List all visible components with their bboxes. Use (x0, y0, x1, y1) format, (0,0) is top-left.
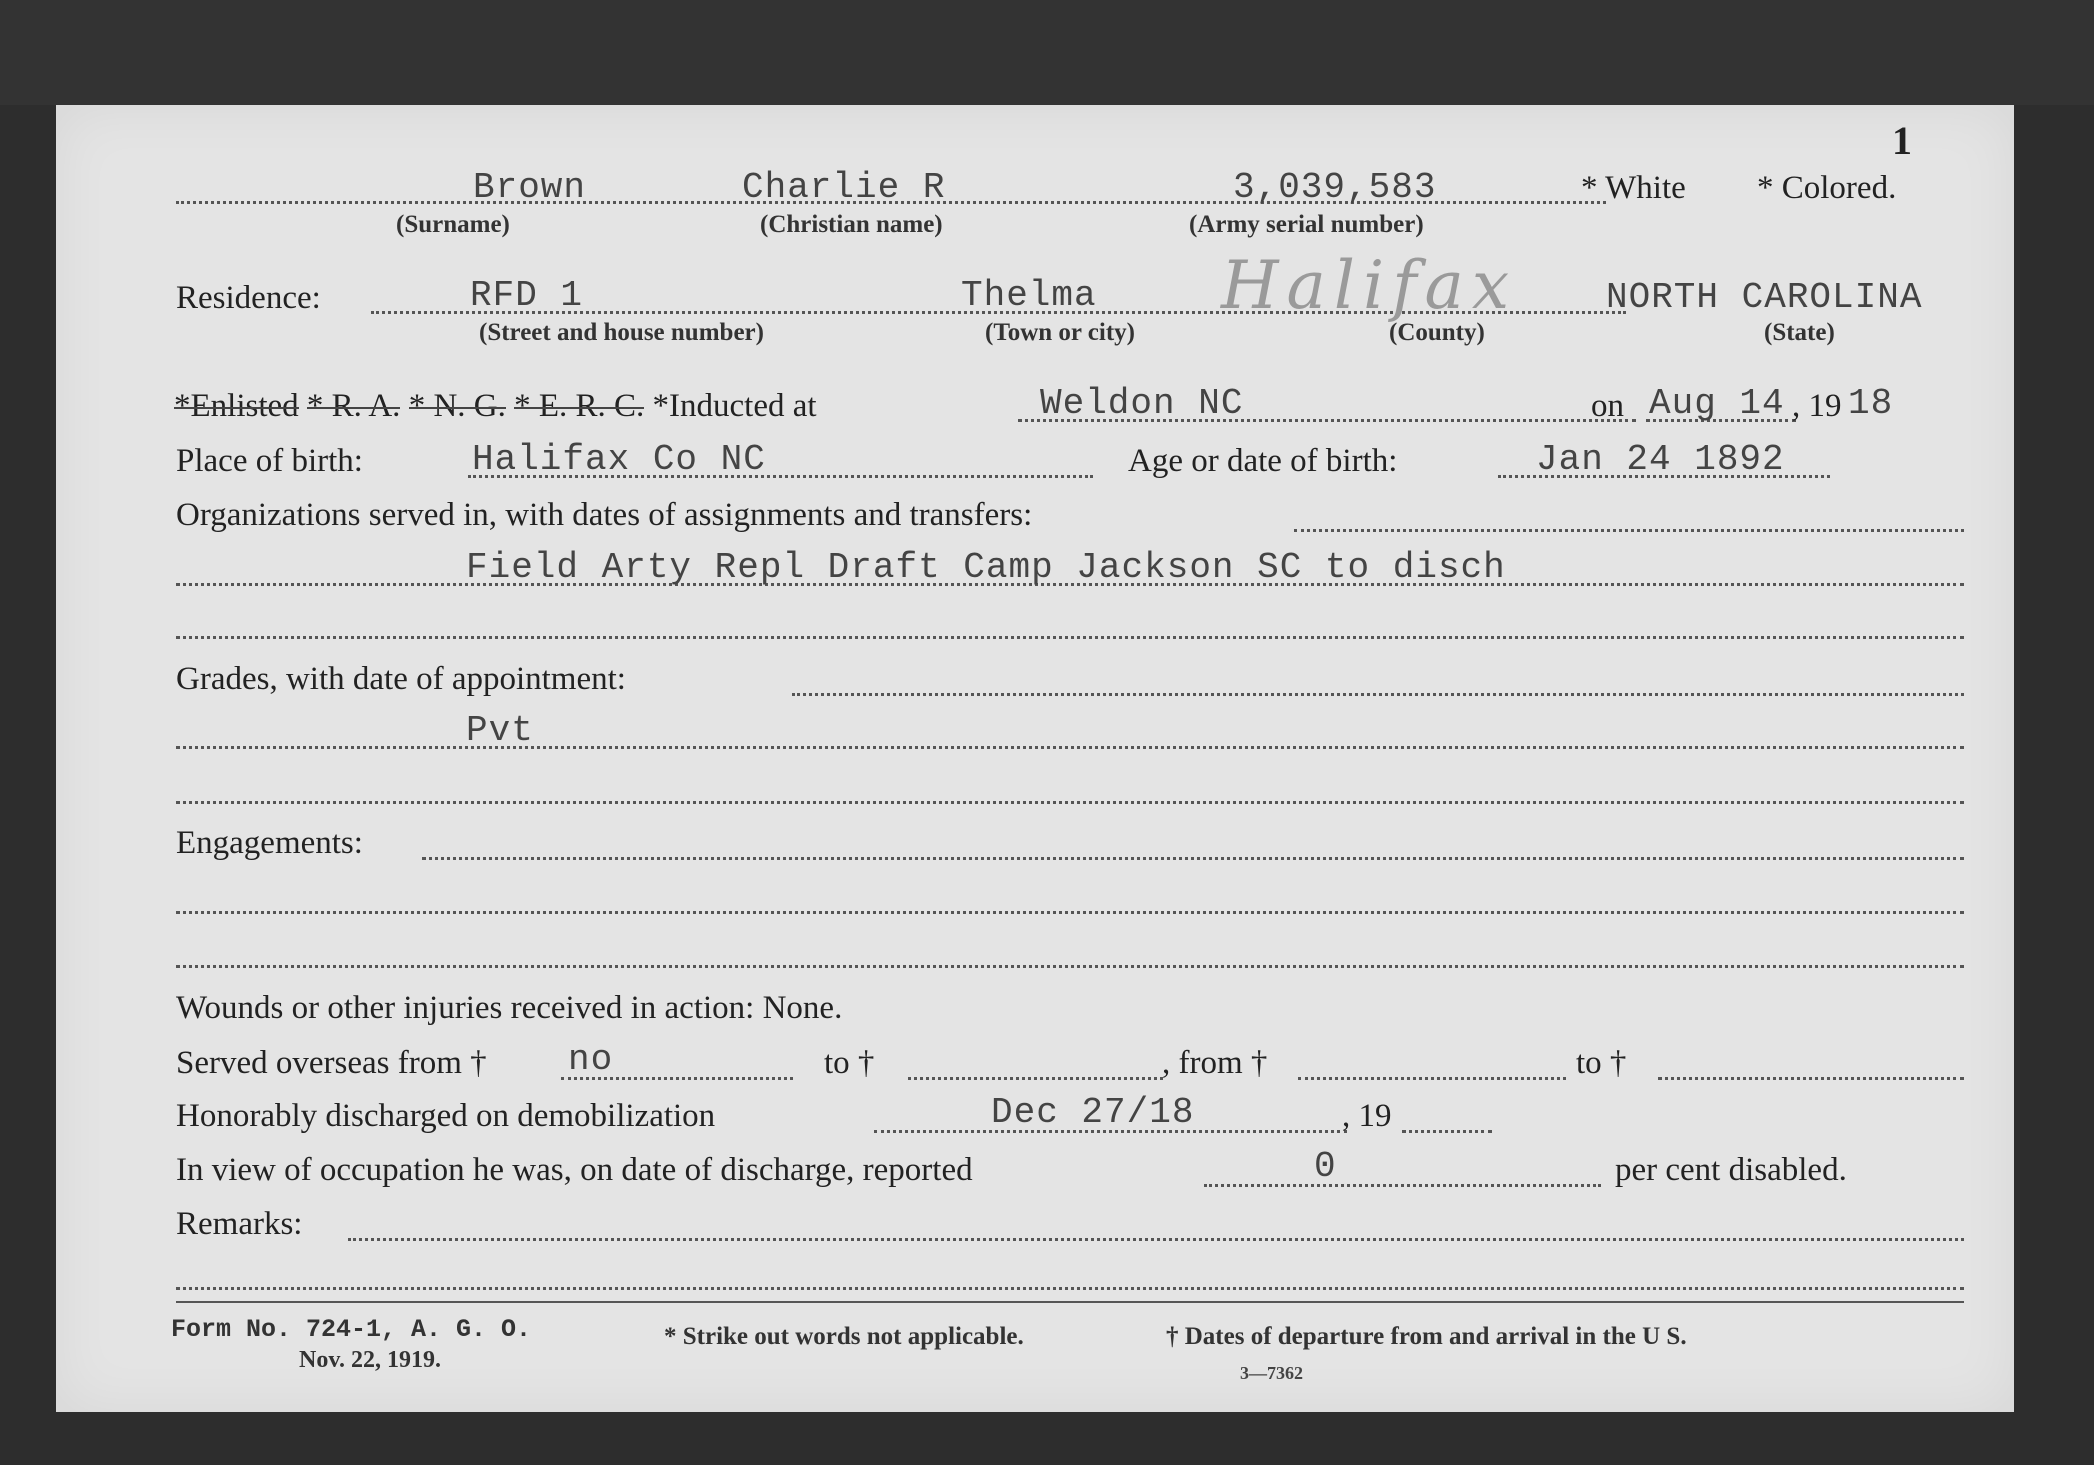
overseas-from-label: Served overseas from † (176, 1045, 487, 1081)
remarks-label: Remarks: (176, 1206, 303, 1242)
overseas-to1-label: to † (824, 1045, 875, 1081)
induction-year-suffix: 18 (1848, 383, 1894, 424)
colored-label: * Colored. (1757, 170, 1897, 206)
residence-label: Residence: (176, 280, 321, 316)
county-handwritten: Halifax (1221, 247, 1518, 324)
remarks-line-1 (348, 1238, 1964, 1241)
overseas-from2-label: , from † (1162, 1045, 1268, 1081)
discharge-year-prefix: , 19 (1342, 1098, 1392, 1134)
white-label: * White (1581, 170, 1686, 206)
state-caption: (State) (1764, 319, 1835, 346)
footer-divider (176, 1301, 1964, 1303)
surname-value: Brown (473, 167, 587, 208)
inducted-label: *Inducted at (652, 388, 817, 424)
disability-label: In view of occupation he was, on date of discharge, reported (176, 1152, 973, 1188)
induction-line-labels (174, 388, 817, 425)
state-value: NORTH CAROLINA (1606, 277, 1923, 318)
birthplace-value: Halifax Co NC (472, 439, 766, 480)
scan-background (0, 0, 2094, 105)
organizations-line-1 (1294, 529, 1964, 532)
induction-year-prefix: , 19 (1792, 388, 1842, 424)
organizations-entry: Field Arty Repl Draft Camp Jackson SC to disch (466, 547, 1506, 588)
disability-line (1204, 1184, 1601, 1187)
christian-name-caption: (Christian name) (760, 211, 943, 238)
engagements-line-3 (176, 965, 1964, 968)
overseas-to1-line (908, 1077, 1163, 1080)
overseas-from2-line (1298, 1077, 1566, 1080)
strike-note: * Strike out words not applicable. (664, 1323, 1024, 1350)
wounds-label: Wounds or other injuries received in action: None. (176, 990, 843, 1026)
enlisted-label: *Enlisted (174, 388, 299, 424)
erc-label: * E. R. C. (514, 388, 645, 424)
town-value: Thelma (961, 275, 1097, 316)
organizations-line-3 (176, 636, 1964, 639)
surname-caption: (Surname) (396, 211, 510, 238)
serial-number-caption: (Army serial number) (1189, 211, 1424, 238)
discharge-year-line (1402, 1130, 1492, 1133)
overseas-to2-label: to † (1576, 1045, 1627, 1081)
print-code: 3—7362 (1240, 1363, 1303, 1383)
organizations-label: Organizations served in, with dates of assignments and transfers: (176, 497, 1033, 533)
town-caption: (Town or city) (985, 319, 1135, 346)
on-label: on (1591, 388, 1624, 424)
serial-number-value: 3,039,583 (1233, 167, 1437, 208)
overseas-to2-line (1658, 1077, 1964, 1080)
ng-label: * N. G. (408, 388, 506, 424)
induction-date-value: Aug 14 (1649, 383, 1785, 424)
street-value: RFD 1 (470, 275, 584, 316)
christian-name-value: Charlie R (742, 167, 946, 208)
engagements-line-1 (422, 857, 1964, 860)
street-caption: (Street and house number) (479, 319, 764, 346)
discharge-date-value: Dec 27/18 (991, 1092, 1195, 1133)
service-record-card (56, 105, 2014, 1412)
grades-line-1 (792, 693, 1964, 696)
form-number: Form No. 724-1, A. G. O. (171, 1315, 532, 1344)
age-label: Age or date of birth: (1128, 443, 1398, 479)
disability-value: 0 (1314, 1146, 1337, 1187)
birthdate-value: Jan 24 1892 (1536, 439, 1785, 480)
county-caption: (County) (1389, 319, 1485, 346)
discharge-label: Honorably discharged on demobilization (176, 1098, 716, 1134)
dates-note: † Dates of departure from and arrival in the U S. (1166, 1323, 1687, 1350)
engagements-label: Engagements: (176, 825, 363, 861)
inducted-place-value: Weldon NC (1040, 383, 1244, 424)
grades-line-2 (176, 746, 1964, 749)
engagements-line-2 (176, 911, 1964, 914)
grades-line-3 (176, 801, 1964, 804)
overseas-from-value: no (568, 1039, 614, 1080)
form-date: Nov. 22, 1919. (299, 1347, 442, 1373)
grades-entry: Pvt (466, 710, 534, 751)
grades-label: Grades, with date of appointment: (176, 661, 626, 697)
ra-label: * R. A. (306, 388, 401, 424)
birthplace-label: Place of birth: (176, 443, 363, 479)
disability-suffix: per cent disabled. (1615, 1152, 1847, 1188)
card-number: 1 (1892, 118, 1912, 163)
remarks-line-2 (176, 1287, 1964, 1290)
